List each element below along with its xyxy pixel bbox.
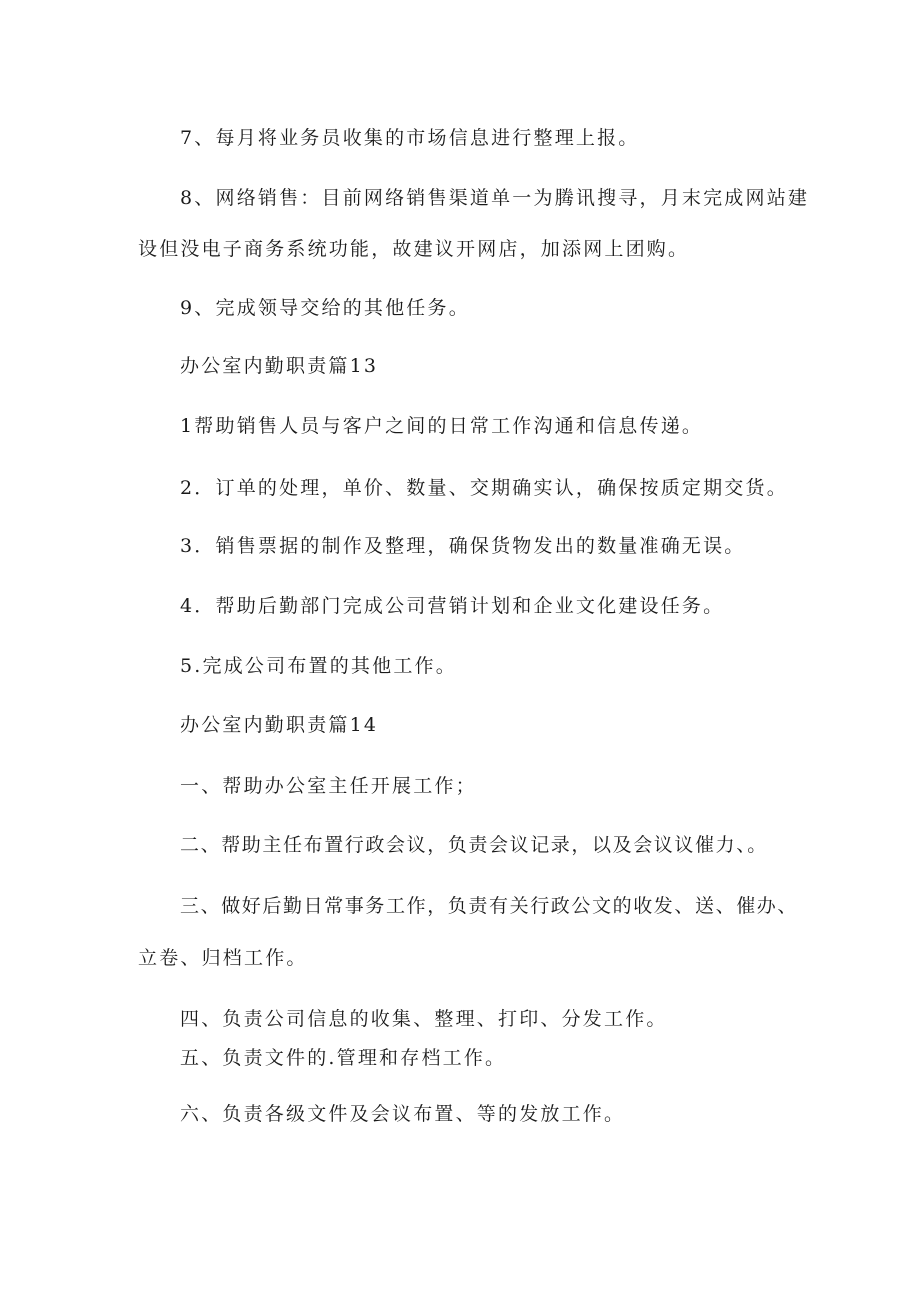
paragraph-line-1: 7、每月将业务员收集的市场信息进行整理上报。 bbox=[180, 127, 640, 149]
section-heading-13: 办公室内勤职责篇13 bbox=[180, 355, 379, 377]
paragraph-line-15: 立卷、归档工作。 bbox=[138, 947, 308, 969]
paragraph-line-8: 3．销售票据的制作及整理，确保货物发出的数量准确无误。 bbox=[180, 535, 746, 557]
section-heading-14: 办公室内勤职责篇14 bbox=[180, 714, 379, 736]
paragraph-line-12: 一、帮助办公室主任开展工作； bbox=[180, 775, 477, 797]
paragraph-line-16: 四、负责公司信息的收集、整理、打印、分发工作。 bbox=[180, 1008, 668, 1030]
paragraph-line-13: 二、帮助主任布置行政会议，负责会议记录，以及会议议催力、。 bbox=[180, 834, 768, 856]
paragraph-line-9: 4．帮助后勤部门完成公司营销计划和企业文化建设任务。 bbox=[180, 595, 725, 617]
paragraph-line-7: 2．订单的处理，单价、数量、交期确实认，确保按质定期交货。 bbox=[180, 477, 788, 499]
paragraph-line-3: 设但没电子商务系统功能，故建议开网店，加添网上团购。 bbox=[138, 238, 690, 260]
paragraph-line-6: 1帮助销售人员与客户之间的日常工作沟通和信息传递。 bbox=[180, 415, 704, 437]
paragraph-line-4: 9、完成领导交给的其他任务。 bbox=[180, 297, 470, 319]
paragraph-line-14: 三、做好后勤日常事务工作，负责有关行政公文的收发、送、催办、 bbox=[180, 895, 799, 917]
paragraph-line-2: 8、网络销售：目前网络销售渠道单一为腾讯搜寻，月末完成网站建 bbox=[180, 187, 810, 209]
paragraph-line-18: 六、负责各级文件及会议布置、等的发放工作。 bbox=[180, 1103, 626, 1125]
paragraph-line-10: 5.完成公司布置的其他工作。 bbox=[180, 655, 457, 677]
paragraph-line-17: 五、负责文件的.管理和存档工作。 bbox=[180, 1047, 507, 1069]
